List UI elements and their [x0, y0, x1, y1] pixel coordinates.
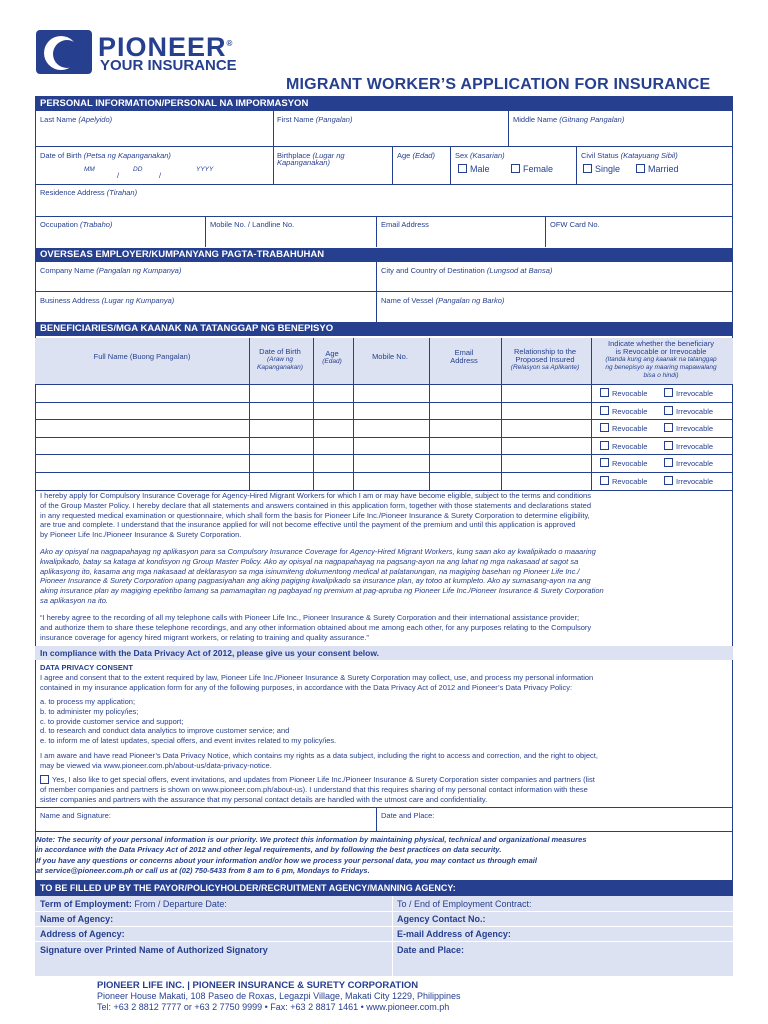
dob-field[interactable]: Date of Birth (Petsa ng Kapanganakan) [40, 151, 171, 160]
dob-slash-2: / [159, 171, 162, 180]
email-field[interactable]: Email Address [381, 220, 429, 229]
civil-status-label: Civil Status (Katayuang Sibil) [581, 151, 678, 160]
privacy-consent-text: I agree and consent that to the extent required by law, Pioneer Life Inc./Pioneer Insurance & Surety Corporation may collect, use, and process my personal information contained in my insurance application form for any of the following purposes, in accordance with the Data Privacy Act of 2012 and Pioneer’s Data Privacy Policy: [40, 673, 594, 692]
male-checkbox-icon[interactable] [458, 164, 467, 173]
civil-single-checkbox[interactable]: Single [583, 164, 620, 175]
beneficiary-revocable-option[interactable]: Revocable [600, 388, 647, 398]
privacy-title: DATA PRIVACY CONSENT [40, 663, 133, 672]
col-relationship: Relationship to the Proposed Insured (Relasyon sa Aplikante) [510, 347, 580, 371]
authorized-signature-field[interactable]: Signature over Printed Name of Authorized Signatory [40, 945, 268, 955]
revocable-checkbox-icon[interactable] [600, 458, 609, 467]
end-of-contract-field[interactable]: To / End of Employment Contract: [397, 899, 532, 909]
single-checkbox-icon[interactable] [583, 164, 592, 173]
beneficiary-irrevocable-option[interactable]: Irrevocable [664, 423, 713, 433]
revocable-checkbox-icon[interactable] [600, 441, 609, 450]
beneficiary-row-divider [35, 437, 733, 438]
marketing-consent-checkbox-icon[interactable] [40, 775, 49, 784]
irrevocable-checkbox-icon[interactable] [664, 388, 673, 397]
irrevocable-checkbox-icon[interactable] [664, 423, 673, 432]
pioneer-logo-mark-icon [36, 30, 92, 74]
agency-email-field[interactable]: E-mail Address of Agency: [397, 929, 511, 939]
section-employer-header: OVERSEAS EMPLOYER/KUMPANYANG PAGTA-TRABAHUHAN [35, 248, 733, 262]
company-name-field[interactable]: Company Name (Pangalan ng Kumpanya) [40, 266, 182, 275]
dob-slash-1: / [117, 171, 120, 180]
beneficiary-irrevocable-option[interactable]: Irrevocable [664, 441, 713, 451]
beneficiary-revocable-option[interactable]: Revocable [600, 458, 647, 468]
revocable-checkbox-icon[interactable] [600, 406, 609, 415]
name-signature-field[interactable]: Name and Signature: [40, 811, 111, 820]
marketing-consent-text: Yes, I also like to get special offers, event invitations, and updates from Pioneer Life Inc./Pioneer Insurance & Surety Corporation sister companies and partners (list of member companies and partners is shown on www.pioneer.com.ph/about-us). I understand that this requires sharing of my personal contact information with these sister companies and partners with the assurance that my personal contact details are handled with the utmost care and confidentiality. [40, 775, 595, 804]
col-email: Email Address [450, 348, 478, 365]
contact-note: If you have any questions or concerns about your information and/or how we process your personal data, you may contact us through email at service@pioneer.com.ph or call us at (02) 750-5433 from 8 am to 6 pm, Mondays to Fridays. [36, 856, 537, 875]
term-of-employment-field[interactable]: Term of Employment: From / Departure Date: [40, 899, 227, 909]
beneficiary-irrevocable-option[interactable]: Irrevocable [664, 406, 713, 416]
vessel-field[interactable]: Name of Vessel (Pangalan ng Barko) [381, 296, 505, 305]
sex-male-checkbox[interactable]: Male [458, 164, 490, 175]
dob-dd: DD [133, 166, 143, 173]
birthplace-tl2: Kapanganakan) [277, 158, 330, 167]
beneficiary-row-divider [35, 419, 733, 420]
beneficiary-row-divider [35, 402, 733, 403]
beneficiary-irrevocable-option[interactable]: Irrevocable [664, 476, 713, 486]
ofw-card-field[interactable]: OFW Card No. [550, 220, 600, 229]
revocable-checkbox-icon[interactable] [600, 476, 609, 485]
pioneer-logo [36, 30, 256, 76]
agency-name-field[interactable]: Name of Agency: [40, 914, 114, 924]
beneficiary-revocable-option[interactable]: Revocable [600, 423, 647, 433]
last-name-field[interactable]: Last Name (Apelyido) [40, 115, 113, 124]
footer-companies: PIONEER LIFE INC. | PIONEER INSURANCE & SURETY CORPORATION [97, 980, 419, 991]
col-mobile: Mobile No. [372, 352, 408, 361]
middle-name-field[interactable]: Middle Name (Gitnang Pangalan) [513, 115, 625, 124]
brand-reg: ® [226, 39, 234, 48]
privacy-banner: In compliance with the Data Privacy Act of 2012, please give us your consent below. [35, 646, 733, 660]
beneficiary-row-divider [35, 472, 733, 473]
col-revocable: Indicate whether the beneficiary is Revocable or Irrevocable (Itanda kung ang kaanak na tatanggap ng benepisyo ay maaring mapawalang bisa o hindi) [605, 339, 717, 379]
brand-name: PIONEER [98, 32, 227, 62]
sex-female-checkbox[interactable]: Female [511, 164, 553, 175]
col-dob: Date of Birth (Araw ng Kapanganakan) [257, 347, 303, 371]
birthplace-field[interactable]: Birthplace (Lugar ng [277, 151, 345, 160]
business-address-field[interactable]: Business Address (Lugar ng Kumpanya) [40, 296, 175, 305]
sex-label: Sex (Kasarian) [455, 151, 505, 160]
agency-address-field[interactable]: Address of Agency: [40, 929, 125, 939]
dob-mm: MM [84, 166, 95, 173]
beneficiary-revocable-option[interactable]: Revocable [600, 476, 647, 486]
security-note: Note: The security of your personal information is our priority. We protect this information by maintaining physical, technical and organizational measures in accordance with the Data Privacy Act of 2012 and other legal requirements, and by following the best practices on data security. [36, 835, 587, 854]
beneficiary-revocable-option[interactable]: Revocable [600, 406, 647, 416]
married-checkbox-icon[interactable] [636, 164, 645, 173]
col-age: Age (Edad) [322, 349, 342, 365]
mobile-field[interactable]: Mobile No. / Landline No. [210, 220, 295, 229]
revocable-checkbox-icon[interactable] [600, 388, 609, 397]
irrevocable-checkbox-icon[interactable] [664, 441, 673, 450]
destination-field[interactable]: City and Country of Destination (Lungsod at Bansa) [381, 266, 553, 275]
irrevocable-checkbox-icon[interactable] [664, 458, 673, 467]
residence-field[interactable]: Residence Address (Tirahan) [40, 188, 138, 197]
irrevocable-checkbox-icon[interactable] [664, 406, 673, 415]
date-place-field[interactable]: Date and Place: [381, 811, 435, 820]
section-personal-header: PERSONAL INFORMATION/PERSONAL NA IMPORMASYON [35, 97, 733, 111]
section-beneficiaries-header: BENEFICIARIES/MGA KAANAK NA TATANGGAP NG BENEPISYO [35, 322, 733, 336]
declaration-english: I hereby apply for Compulsory Insurance Coverage for Agency-Hired Migrant Workers for which I am or may have become eligible, subject to the terms and conditions of the Group Master Policy. I hereby declare that all statements and answers contained in this application form, together with those statements and declarations stated in any requested medical examination or questionnaire, which shall form the basis for Pioneer Life Inc./Pioneer Insurance & Surety Corporation to determine eligibility, are true and complete. I understand that the insurance applied for will not become effective until the payment of the premium and until this application is approved by Pioneer Life Inc./Pioneer Insurance & Surety Corporation. [40, 491, 591, 540]
first-name-field[interactable]: First Name (Pangalan) [277, 115, 353, 124]
beneficiary-irrevocable-option[interactable]: Irrevocable [664, 388, 713, 398]
payor-date-place-field[interactable]: Date and Place: [397, 945, 465, 955]
dob-yyyy: YYYY [196, 166, 214, 173]
age-field[interactable]: Age (Edad) [397, 151, 435, 160]
payor-header: TO BE FILLED UP BY THE PAYOR/POLICYHOLDER/RECRUITMENT AGENCY/MANNING AGENCY: [35, 880, 733, 896]
declaration-tagalog: Ako ay opisyal na nagpapahayag ng aplikasyon para sa Compulsory Insurance Coverage for Agency-Hired Migrant Workers, kung saan ako ay kwalipikado o maaaring kwalipikado, batay sa kataga at kondisyon ng Group Master Policy. Ako ay opisyal na nagpapahayag na pagsang-ayon na ang lahat ng mga nakasaad at sagot sa aplikasyong ito, kasama ang mga nakasaad at deklarasyon sa mga isinumiteng dokumentong medical at palatanungan, na magiging basehan ng Pioneer Life Inc./ Pioneer Insurance & Surety Corporation upang pagpasiyahan ang aking pagiging kwalipikado sa insurance plan, ay totoo at kumpleto. Ako ay sumasang-ayon na ang aking insurance plan ay magiging epektibo lamang sa pamamagitan ng pagbayad ng premium at pag-apruba ng Pioneer Life Inc./Pioneer Insurance & Surety Corporation sa aplikasyon na ito. [40, 547, 604, 605]
beneficiary-revocable-option[interactable]: Revocable [600, 441, 647, 451]
col-full-name: Full Name (Buong Pangalan) [93, 352, 191, 361]
recording-consent: “I hereby agree to the recording of all my telephone calls with Pioneer Life Inc., Pioneer Insurance & Surety Corporation and their international assistance provider; and authorize them to share these telephone recordings, and any other information obtained about me among each other, for any purposes relating to the Compulsory insurance coverage for agency hired migrant workers, or relating to training and quality assurance.” [40, 613, 592, 642]
brand-tagline: YOUR INSURANCE [100, 57, 237, 74]
revocable-checkbox-icon[interactable] [600, 423, 609, 432]
occupation-field[interactable]: Occupation (Trabaho) [40, 220, 113, 229]
civil-married-checkbox[interactable]: Married [636, 164, 679, 175]
privacy-notice: I am aware and have read Pioneer’s Data Privacy Notice, which contains my rights as a data subject, including the right to access and correction, and the right to object, may be viewed via www.pioneer.com.ph/about-us/data-privacy-notice. [40, 751, 598, 770]
beneficiary-irrevocable-option[interactable]: Irrevocable [664, 458, 713, 468]
privacy-purposes: a. to process my application; b. to administer my policy/ies; c. to provide customer service and support; d. to research and conduct data analytics to improve customer service; and e. to inform me of latest updates, special offers, and event invites related to my policy/ies. [40, 697, 337, 746]
irrevocable-checkbox-icon[interactable] [664, 476, 673, 485]
form-title: MIGRANT WORKER’S APPLICATION FOR INSURANCE [286, 76, 711, 93]
footer-contact: Tel: +63 2 8812 7777 or +63 2 7750 9999 • Fax: +63 2 8817 1461 • www.pioneer.com.ph [97, 1002, 450, 1012]
footer-address: Pioneer House Makati, 108 Paseo de Roxas, Legazpi Village, Makati City 1229, Philippines [97, 991, 461, 1001]
female-checkbox-icon[interactable] [511, 164, 520, 173]
agency-contact-field[interactable]: Agency Contact No.: [397, 914, 486, 924]
beneficiary-row-divider [35, 454, 733, 455]
